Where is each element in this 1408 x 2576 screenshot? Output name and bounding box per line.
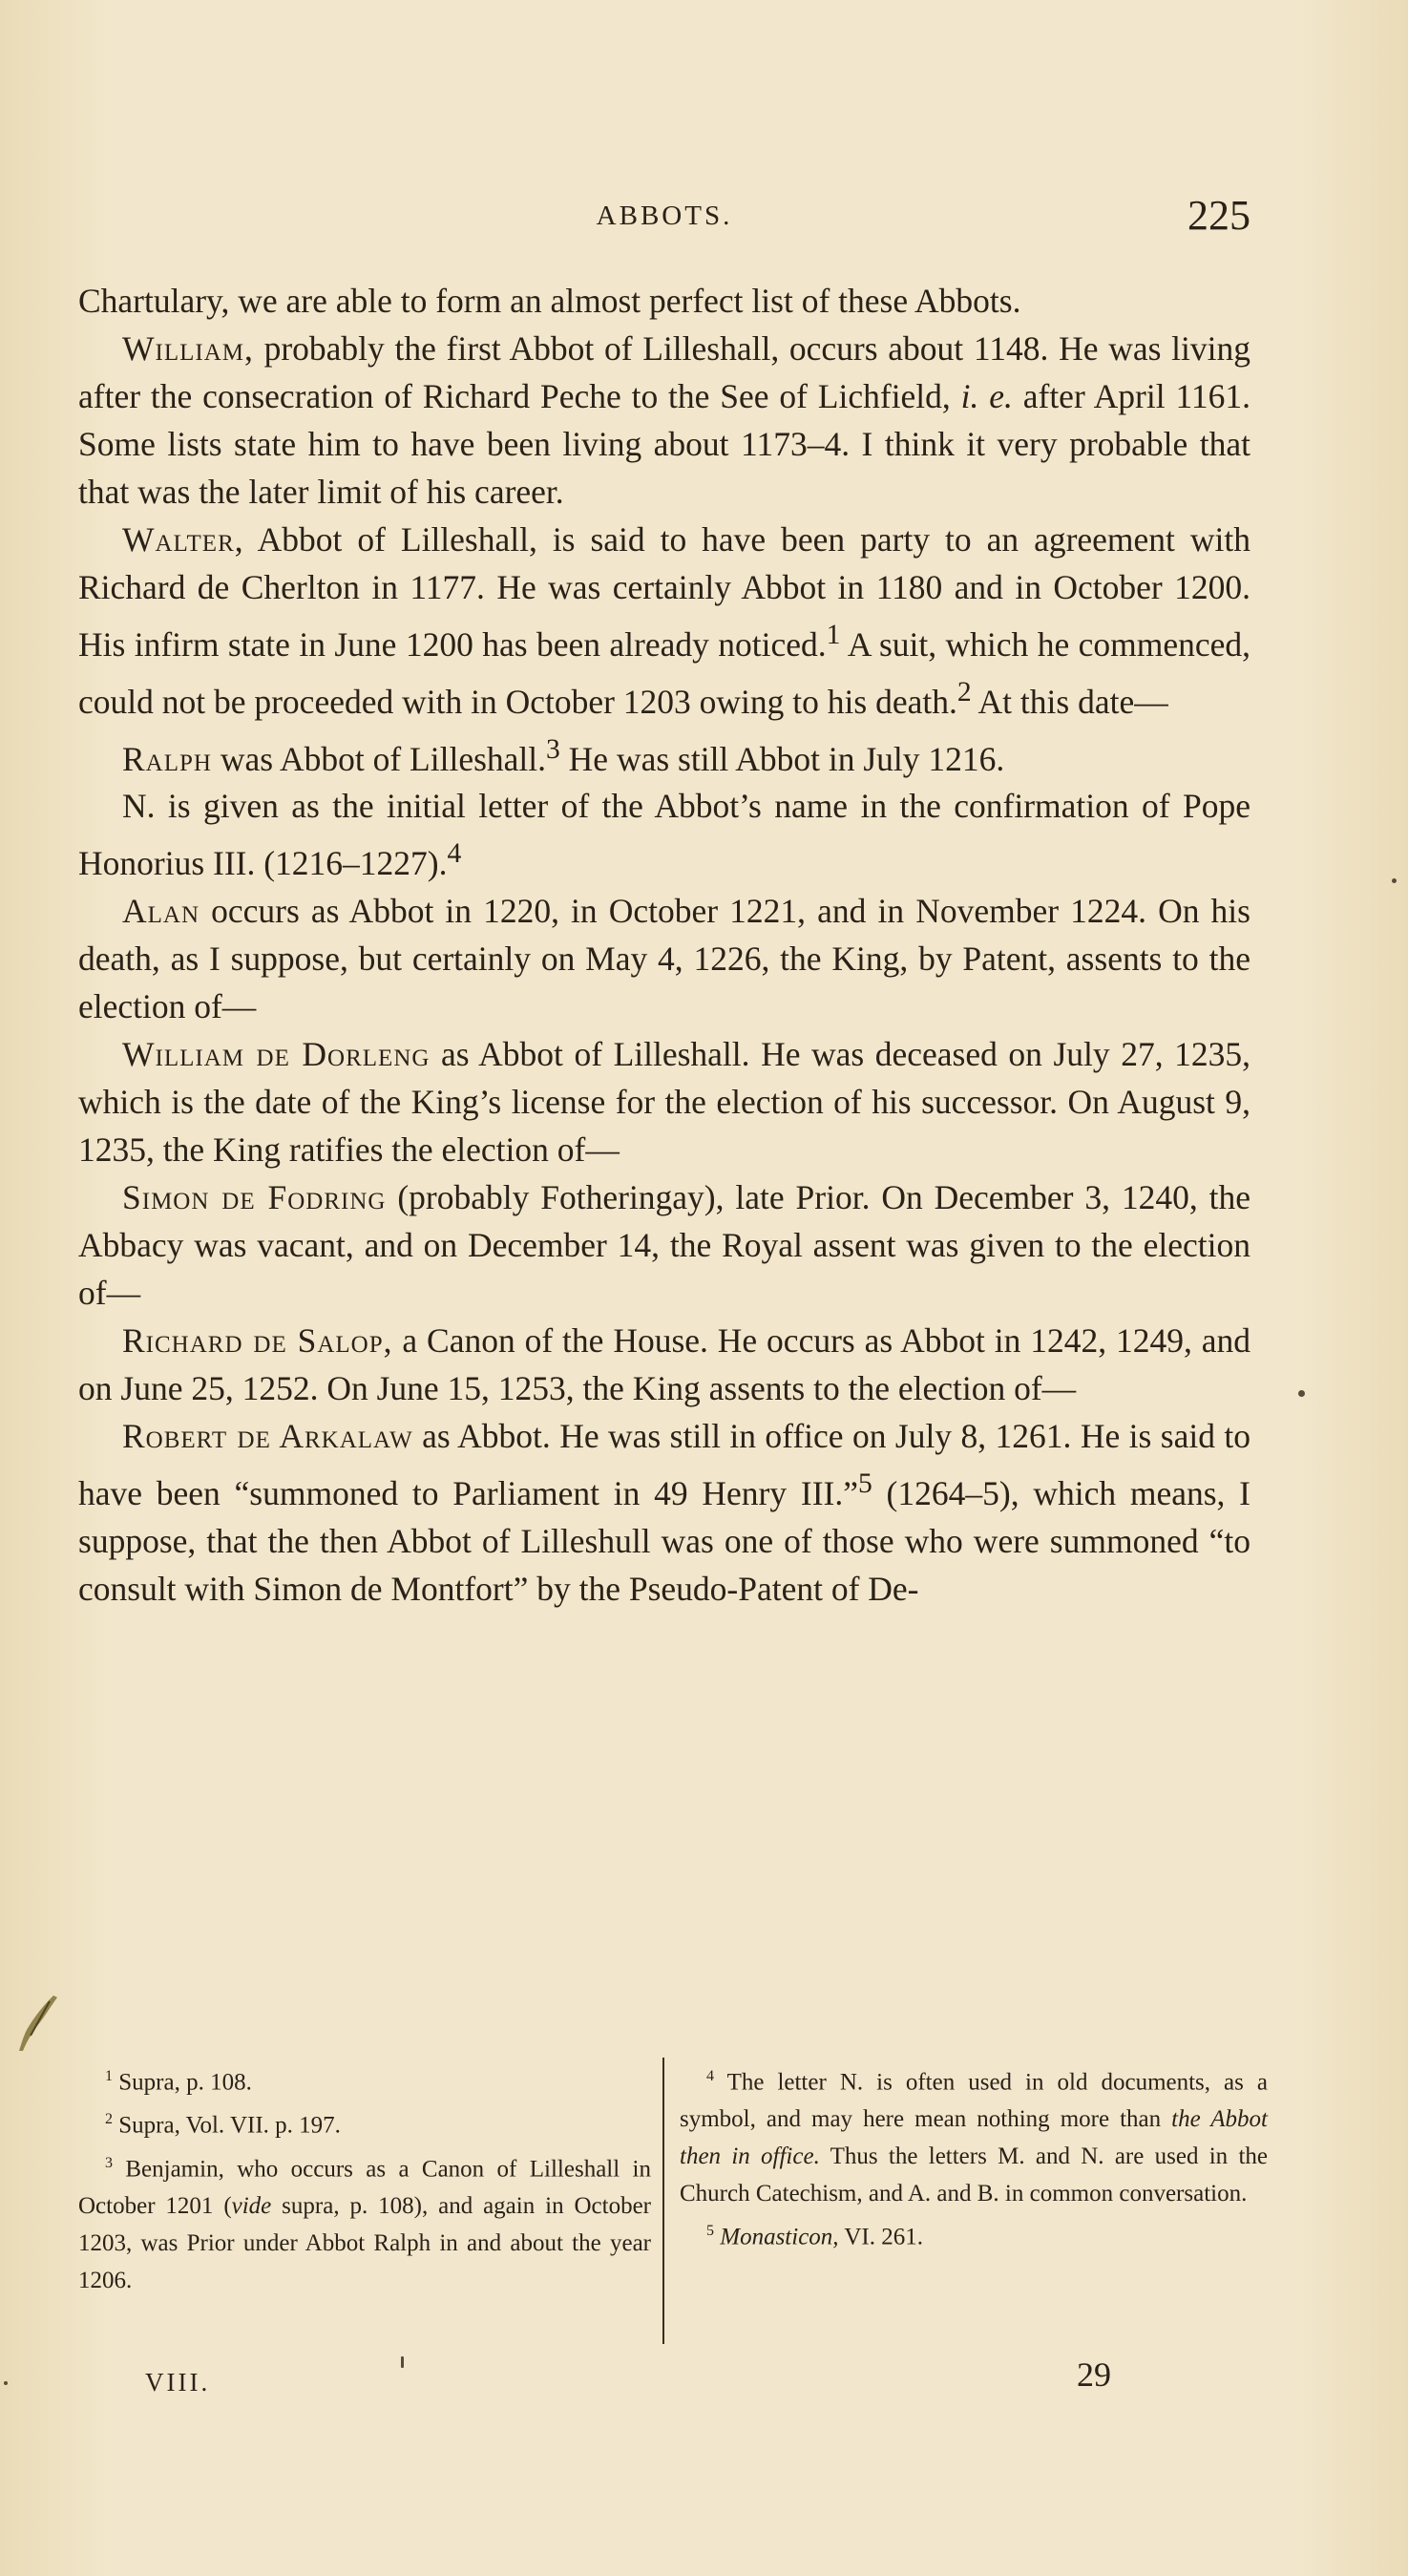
- running-head: [78, 191, 1250, 237]
- paragraph-text: N. is given as the initial letter of the Abbot’s name in the confirmation of Pope Honorius III. (1216–1227).: [78, 787, 1250, 883]
- paragraph-william: [78, 325, 1250, 516]
- paragraph-william-de-dorleng: [78, 1030, 1250, 1173]
- footnote-mark: 3: [105, 2154, 113, 2171]
- paragraph-ralph: [78, 726, 1250, 783]
- footnote-italic: Monasticon,: [720, 2224, 839, 2250]
- paragraph-text: (probably Fotheringay), late Prior. On December 3, 1240, the Abbacy was vacant, and on December 14, the Royal assent was given to the election of—: [78, 1178, 1250, 1313]
- paragraph-robert-de-arkalaw: [78, 1412, 1250, 1613]
- paragraph-text: as Abbot. He was still in office on July 8, 1261. He is said to have been “summoned to Parliament in 49 Henry III.”: [78, 1417, 1250, 1513]
- footnote-3: [78, 2144, 651, 2299]
- footnote-italic: vide: [231, 2192, 272, 2219]
- footnote-mark: 4: [706, 2068, 714, 2084]
- signature-mark: VIII.: [145, 2368, 211, 2397]
- paragraph-text: (1264–5), which means, I suppose, that the then Abbot of Lilleshull was one of those who were summoned “to consult with Simon de Montfort” by the Pseudo-Patent of De-: [78, 1474, 1251, 1609]
- paper-speck: [1298, 1390, 1305, 1397]
- footnotes: [78, 2058, 1269, 2373]
- footnote-mark: 2: [105, 2111, 113, 2128]
- footnote-text: Benjamin, who occurs as a Canon of Lilleshall in October 1201 (: [78, 2155, 651, 2219]
- footnote-ref: 5: [858, 1468, 872, 1500]
- footnote-text: supra, p. 108), and again in October 1203, was Prior under Abbot Ralph in and about the year 1206.: [78, 2192, 651, 2293]
- footnotes-left-column: [78, 2058, 651, 2299]
- page-number: 225: [1187, 192, 1250, 239]
- italic-abbrev: i. e.: [960, 377, 1013, 415]
- abbot-name: William de Dorleng: [122, 1035, 431, 1074]
- abbot-name: William,: [122, 329, 254, 368]
- footnote-ref: 1: [826, 620, 841, 650]
- body-text: [78, 277, 1250, 1613]
- footnote-mark: 5: [706, 2223, 714, 2240]
- paper-speck: [1392, 878, 1397, 883]
- paragraph-text: occurs as Abbot in 1220, in October 1221, and in November 1224. On his death, as I suppose, but certainly on May 4, 1226, the King, by Patent, assents to the election of—: [78, 892, 1250, 1026]
- paragraph-text: after April 1161. Some lists state him to have been living about 1173–4. I think it very probable that that was the later limit of his career.: [78, 377, 1250, 511]
- footnote-text: VI. 261.: [838, 2224, 923, 2250]
- running-title: ABBOTS.: [596, 201, 733, 231]
- abbot-name: Simon de Fodring: [122, 1178, 387, 1217]
- footnote-italic: the Abbot then in office.: [680, 2106, 1269, 2170]
- paragraph-simon-de-fodring: [78, 1173, 1250, 1317]
- footnote-4: [680, 2058, 1268, 2212]
- abbot-name: Ralph: [122, 739, 212, 778]
- footnotes-right-column: [662, 2058, 1268, 2344]
- footnote-ref: 2: [956, 676, 972, 707]
- quill-stain-icon: [11, 1992, 61, 2055]
- footnote-text: Supra, p. 108.: [113, 2069, 252, 2096]
- abbot-name: Robert de Arkalaw: [122, 1417, 413, 1456]
- footnote-1: [78, 2058, 651, 2101]
- footnote-ref: 3: [546, 733, 560, 765]
- paragraph-text: probably the first Abbot of Lilleshall, occurs about 1148. He was living after the consecration of Richard Peche to the See of Lichfield,: [78, 329, 1250, 415]
- abbot-name: Richard de Salop,: [122, 1321, 393, 1361]
- footnote-ref: 4: [447, 838, 462, 870]
- footnote-mark: 1: [105, 2068, 113, 2084]
- footnote-text: The letter N. is often used in old documents, as a symbol, and may here mean nothing more than: [680, 2069, 1268, 2133]
- paragraph-text: Abbot of Lilleshall, is said to have been party to an agreement with Richard de Cherlton in 1177. He was certainly Abbot in 1180 and in October 1200. His infirm state in June 1200 has been already noticed.: [78, 520, 1250, 664]
- paragraph-text: He was still Abbot in July 1216.: [559, 739, 1005, 778]
- paragraph-alan: [78, 887, 1250, 1030]
- paragraph-walter: [78, 516, 1250, 726]
- abbot-name: Alan: [122, 892, 200, 931]
- paragraph-text: A suit, which he commenced, could not be proceeded with in October 1203 owing to his death.: [78, 624, 1250, 721]
- footnote-5: [680, 2212, 1268, 2255]
- paragraph-text: a Canon of the House. He occurs as Abbot in 1242, 1249, and on June 25, 1252. On June 15, 1253, the King assents to the election of—: [78, 1321, 1250, 1408]
- paragraph-n: [78, 782, 1250, 887]
- paragraph-text: At this date—: [971, 682, 1168, 721]
- paragraph-text: Chartulary, we are able to form an almost perfect list of these Abbots.: [78, 282, 1021, 320]
- paragraph-text: as Abbot of Lilleshall. He was deceased on July 27, 1235, which is the date of the King’s license for the election of his successor. On August 9, 1235, the King ratifies the election of—: [78, 1035, 1250, 1170]
- paragraph-richard-de-salop: [78, 1317, 1250, 1412]
- footnote-text: Thus the letters M. and N. are used in the Church Catechism, and A. and B. in common conversation.: [680, 2143, 1268, 2207]
- paper-speck: [401, 2356, 404, 2368]
- footnote-2: [78, 2101, 651, 2143]
- gathering-number: 29: [1077, 2355, 1111, 2394]
- paper-speck: [4, 2381, 8, 2385]
- paragraph-intro: [78, 277, 1250, 325]
- paragraph-text: was Abbot of Lilleshall.: [211, 739, 546, 778]
- footnote-text: Supra, Vol. VII. p. 197.: [113, 2112, 341, 2139]
- abbot-name: Walter,: [122, 520, 244, 559]
